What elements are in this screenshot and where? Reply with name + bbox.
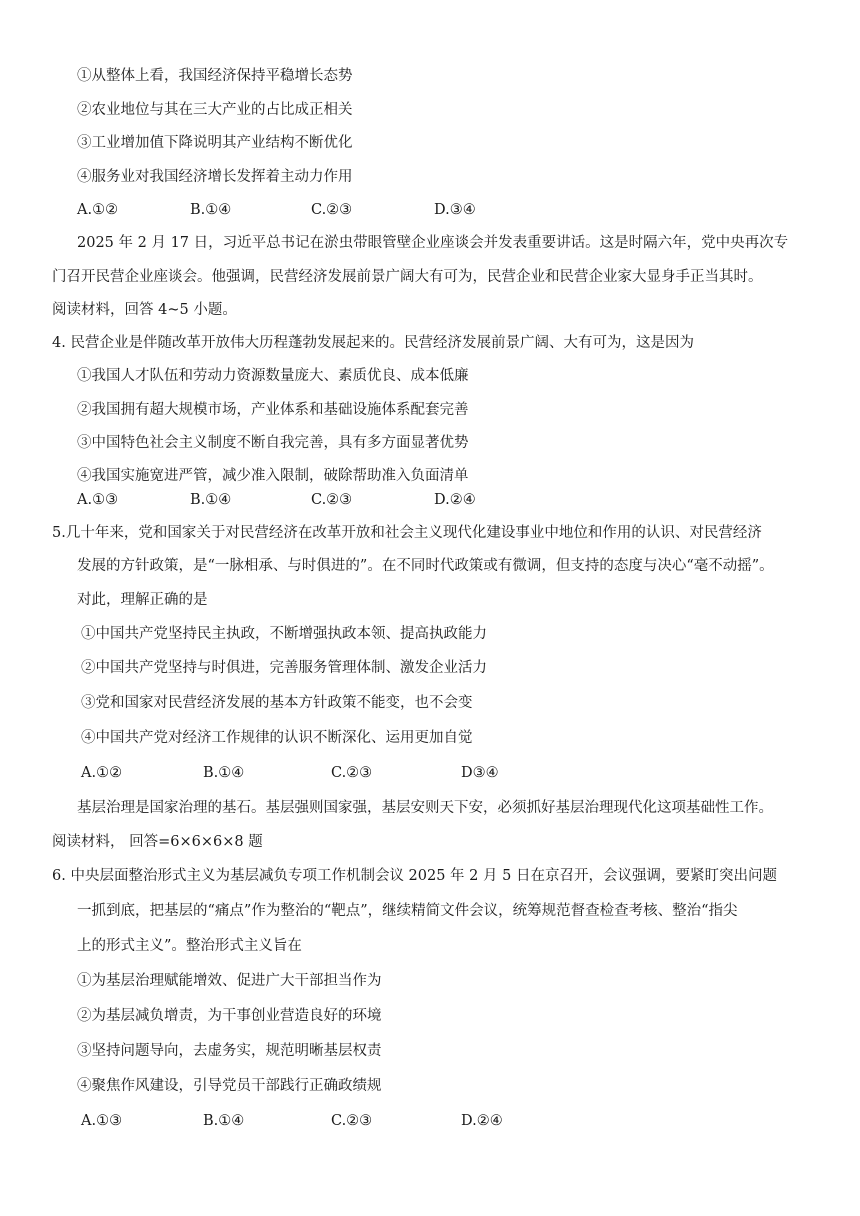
- block1-item-1: ①从整体上看，我国经济保持平稳增长态势: [77, 68, 353, 84]
- option-c: C.②③: [311, 202, 353, 218]
- option-a: A.①③: [77, 492, 119, 508]
- block1-item-3: ③工业增加值下降说明其产业结构不断优化: [77, 135, 353, 151]
- q5-options: [81, 763, 581, 783]
- q4-item-3: ③中国特色社会主义制度不断自我完善，具有多方面显著优势: [77, 435, 469, 451]
- option-d: D.③④: [434, 202, 476, 218]
- q6-options: [81, 1111, 581, 1131]
- block1-options: [77, 200, 577, 220]
- q6-stem-line-3: 上的形式主义”。整治形式主义旨在: [77, 938, 302, 954]
- q4-options: [77, 490, 577, 510]
- option-c: C.②③: [311, 492, 353, 508]
- block1-item-4: ④服务业对我国经济增长发挥着主动力作用: [77, 169, 353, 185]
- option-a: A.①②: [81, 765, 123, 781]
- q6-item-2: ②为基层减负增责，为干事创业营造良好的环境: [77, 1008, 382, 1024]
- q6-item-3: ③坚持问题导向，去虚务实，规范明晰基层权责: [77, 1043, 382, 1059]
- material1-line-1: 2025 年 2 月 17 日，习近平总书记在淤虫带眼管壁企业座谈会并发表重要讲话。这是时隔六年，党中央再次专: [77, 235, 789, 251]
- q5-stem-line-2: 发展的方针政策，是“一脉相承、与时俱进的”。在不同时代政策或有微调，但支持的态度与决心“毫不动摇”。: [77, 558, 774, 574]
- q4-item-2: ②我国拥有超大规模市场，产业体系和基础设施体系配套完善: [77, 402, 469, 418]
- material1-line-2: 门召开民营企业座谈会。他强调，民营经济发展前景广阔大有可为，民营企业和民营企业家大显身手正当其时。: [52, 269, 763, 285]
- material1-line-3: 阅读材料，回答 4~5 小题。: [52, 302, 237, 318]
- option-d: D.②④: [461, 1113, 503, 1129]
- option-c: C.②③: [331, 765, 373, 781]
- option-b: B.①④: [203, 765, 245, 781]
- q5-item-4: ④中国共产党对经济工作规律的认识不断深化、运用更加自觉: [81, 730, 473, 746]
- option-b: B.①④: [190, 202, 232, 218]
- q4-item-1: ①我国人才队伍和劳动力资源数量庞大、素质优良、成本低廉: [77, 368, 469, 384]
- option-b: B.①④: [203, 1113, 245, 1129]
- material2-line-1: 基层治理是国家治理的基石。基层强则国家强，基层安则天下安，必须抓好基层治理现代化这项基础性工作。: [77, 800, 773, 816]
- option-b: B.①④: [190, 492, 232, 508]
- q5-item-2: ②中国共产党坚持与时俱进，完善服务管理体制、激发企业活力: [81, 660, 487, 676]
- q5-item-3: ③党和国家对民营经济发展的基本方针政策不能变，也不会变: [81, 695, 473, 711]
- q6-item-1: ①为基层治理赋能增效、促进广大干部担当作为: [77, 973, 382, 989]
- q4-item-4: ④我国实施宽进严管，减少准入限制，破除帮助准入负面清单: [77, 468, 469, 484]
- option-a: A.①③: [81, 1113, 123, 1129]
- option-d: D③④: [461, 765, 499, 781]
- q5-stem-line-3: 对此，理解正确的是: [77, 592, 208, 608]
- q5-stem-line-1: 5.几十年来，党和国家关于对民营经济在改革开放和社会主义现代化建设事业中地位和作用的认识、对民营经济: [52, 525, 762, 541]
- q6-item-4: ④聚焦作风建设，引导党员干部践行正确政绩规: [77, 1078, 382, 1094]
- block1-item-2: ②农业地位与其在三大产业的占比成正相关: [77, 102, 353, 118]
- q4-stem: 4. 民营企业是伴随改革开放伟大历程蓬勃发展起来的。民营经济发展前景广阔、大有可为，这是因为: [52, 335, 694, 351]
- option-d: D.②④: [434, 492, 476, 508]
- q6-stem-line-2: 一抓到底，把基层的“痛点”作为整治的“靶点”，继续精简文件会议，统筹规范督查检查考核、整治“指尖: [77, 903, 738, 919]
- material2-line-2: 阅读材料， 回答=6×6×6×8 题: [52, 834, 263, 850]
- option-c: C.②③: [331, 1113, 373, 1129]
- option-a: A.①②: [77, 202, 119, 218]
- q5-item-1: ①中国共产党坚持民主执政，不断增强执政本领、提高执政能力: [81, 626, 487, 642]
- q6-stem-line-1: 6. 中央层面整治形式主义为基层减负专项工作机制会议 2025 年 2 月 5 日在京召开，会议强调，要紧盯突出问题: [52, 868, 777, 884]
